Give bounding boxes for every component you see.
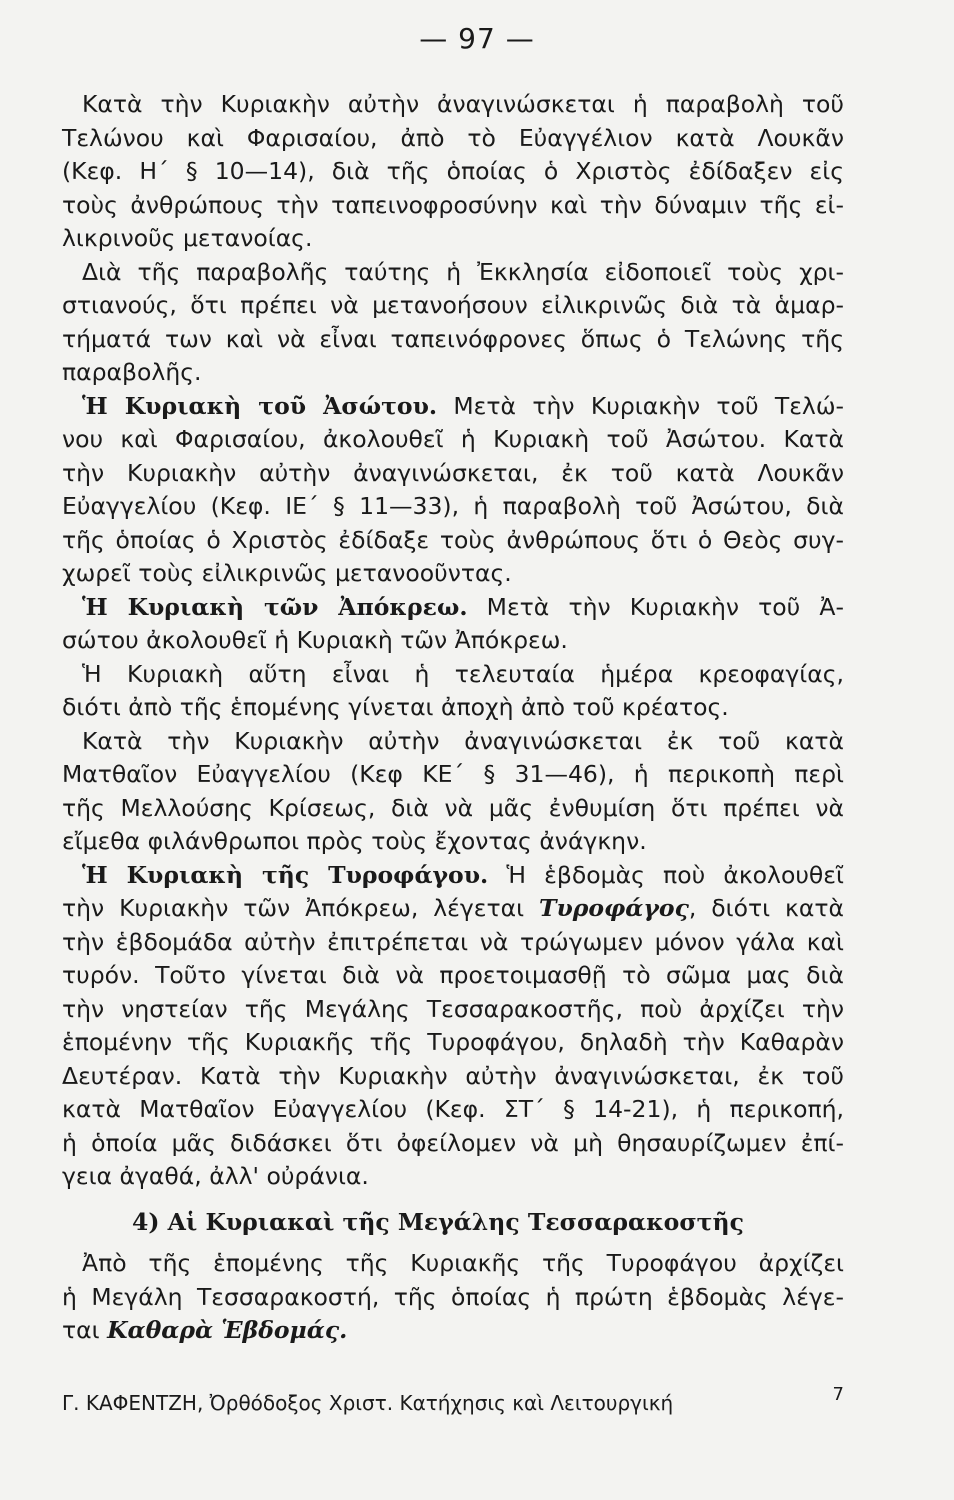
text-line: παραβολῆς.	[62, 358, 202, 386]
subheading-tyrofagou: Ἡ Κυριακὴ τῆς Τυροφάγου.	[82, 860, 489, 889]
text-line: τυρόν. Τοῦτο γίνεται διὰ νὰ προετοιμασθῇ τὸ σῶμα μας διὰ	[62, 961, 844, 989]
text-line: στιανούς, ὅτι πρέπει νὰ μετανοήσουν εἰλικρινῶς διὰ τὰ ἁμαρ-	[62, 291, 844, 319]
text-line: τὴν Κυριακὴν αὐτὴν ἀναγινώσκεται, ἐκ τοῦ κατὰ Λουκᾶν	[62, 458, 844, 487]
text-line: Τελώνου καὶ Φαρισαίου, ἀπὸ τὸ Εὐαγγέλιον κατὰ Λουκᾶν	[62, 123, 844, 152]
text-line	[62, 1314, 844, 1348]
text-line: Ἀπὸ τῆς ἑπομένης τῆς Κυριακῆς τῆς Τυροφάγου ἀρχίζει	[82, 1249, 844, 1277]
text-line: τῆς Μελλούσης Κρίσεως, διὰ νὰ μᾶς ἐνθυμίση ὅτι πρέπει νὰ	[62, 793, 844, 822]
text-line: νου καὶ Φαρισαίου, ἀκολουθεῖ ἡ Κυριακὴ τοῦ Ἀσώτου. Κατὰ	[62, 425, 844, 453]
text-line: Εὐαγγελίου (Κεφ. ΙΕ΄ § 11—33), ἡ παραβολὴ τοῦ Ἀσώτου, διὰ	[62, 492, 844, 520]
text-line: Δευτέραν. Κατὰ τὴν Κυριακὴν αὐτὴν ἀναγινώσκεται, ἐκ τοῦ	[62, 1061, 844, 1090]
text-line: διότι ἀπὸ τῆς ἑπομένης γίνεται ἀποχὴ ἀπὸ τοῦ κρέατος.	[62, 693, 729, 721]
text-line	[62, 859, 844, 893]
text-line: εἴμεθα φιλάνθρωποι πρὸς τοὺς ἔχοντας ἀνάγκην.	[62, 827, 647, 855]
text-line: λικρινοῦς μετανοίας.	[62, 224, 313, 252]
footer	[62, 1384, 844, 1416]
text-line: τὴν ἑβδομάδα αὐτὴν ἐπιτρέπεται νὰ τρώγωμεν μόνον γάλα καὶ	[62, 927, 844, 956]
tyrofagos-term: Τυροφάγος	[538, 894, 689, 922]
text-fragment: Μετὰ τὴν Κυριακὴν τοῦ Ἀ-	[486, 592, 844, 621]
subheading-asotou: Ἡ Κυριακὴ τοῦ Ἀσώτου.	[82, 391, 438, 420]
text-line: ἡ ὁποία μᾶς διδάσκει ὅτι ὀφείλομεν νὰ μὴ θησαυρίζωμεν ἐπί-	[62, 1128, 844, 1157]
text-line: σώτου ἀκολουθεῖ ἡ Κυριακὴ τῶν Ἀπόκρεω.	[62, 626, 568, 654]
text-line: χωρεῖ τοὺς εἰλικρινῶς μετανοοῦντας.	[62, 559, 512, 587]
text-line	[62, 591, 844, 625]
page-number: — 97 —	[419, 22, 535, 55]
text-line: Κατὰ τὴν Κυριακὴν αὐτὴν ἀναγινώσκεται ἡ παραβολὴ τοῦ	[82, 90, 844, 118]
text-line: τοὺς ἀνθρώπους τὴν ταπεινοφροσύνην καὶ τὴν δύναμιν τῆς εἰ-	[62, 190, 844, 219]
text-line: ἑπομένην τῆς Κυριακῆς τῆς Τυροφάγου, δηλαδὴ τὴν Καθαρὰν	[62, 1028, 844, 1056]
text-line: τήματά των καὶ νὰ εἶναι ταπεινόφρονες ὅπως ὁ Τελώνης τῆς	[62, 324, 844, 353]
text-fragment: Μετὰ τὴν Κυριακὴν τοῦ Τελώ-	[453, 391, 844, 420]
text-line	[62, 390, 844, 424]
text-line: (Κεφ. Η΄ § 10—14), διὰ τῆς ὁποίας ὁ Χριστὸς ἐδίδαξεν εἰς	[62, 157, 844, 185]
text-fragment: Ἡ ἑβδομὰς ποὺ ἀκολουθεῖ	[506, 860, 844, 889]
text-line: τῆς ὁποίας ὁ Χριστὸς ἐδίδαξε τοὺς ἀνθρώπους ὅτι ὁ Θεὸς συγ-	[62, 525, 844, 554]
body-text	[62, 88, 844, 1348]
text-fragment: , διότι κατὰ	[688, 894, 844, 922]
text-line: γεια ἀγαθά, ἀλλ' οὐράνια.	[62, 1162, 369, 1190]
text-line: τὴν νηστείαν τῆς Μεγάλης Τεσσαρακοστῆς, ποὺ ἀρχίζει τὴν	[62, 994, 844, 1023]
text-line: κατὰ Ματθαῖον Εὐαγγελίου (Κεφ. ΣΤ΄ § 14-21), ἡ περικοπή,	[62, 1095, 844, 1123]
text-line	[62, 892, 844, 926]
footer-author: Γ. ΚΑΦΕΝΤΖΗ, Ὀρθόδοξος Χριστ. Κατήχησις καὶ Λειτουργική	[62, 1391, 674, 1415]
subheading-apokreo: Ἡ Κυριακὴ τῶν Ἀπόκρεω.	[82, 592, 468, 621]
kathara-term: Καθαρὰ Ἑβδομάς.	[107, 1316, 348, 1344]
signature-mark: 7	[832, 1384, 844, 1405]
text-line: Κατὰ τὴν Κυριακὴν αὐτὴν ἀναγινώσκεται ἐκ τοῦ κατὰ	[82, 726, 844, 755]
text-line: Ματθαῖον Εὐαγγελίου (Κεφ ΚΕ΄ § 31—46), ἡ περικοπὴ περὶ	[62, 760, 844, 788]
section-heading: 4) Αἱ Κυριακαὶ τῆς Μεγάλης Τεσσαρακοστῆς	[132, 1207, 744, 1236]
text-fragment: ται	[62, 1316, 100, 1344]
text-line: Ἡ Κυριακὴ αὕτη εἶναι ἡ τελευταία ἡμέρα κρεοφαγίας,	[82, 659, 844, 688]
text-fragment: τὴν Κυριακὴν τῶν Ἀπόκρεω, λέγεται	[62, 894, 525, 922]
text-line: Διὰ τῆς παραβολῆς ταύτης ἡ Ἐκκλησία εἰδοποιεῖ τοὺς χρι-	[82, 257, 844, 286]
text-line: ἡ Μεγάλη Τεσσαρακοστή, τῆς ὁποίας ἡ πρώτη ἑβδομὰς λέγε-	[62, 1282, 844, 1311]
